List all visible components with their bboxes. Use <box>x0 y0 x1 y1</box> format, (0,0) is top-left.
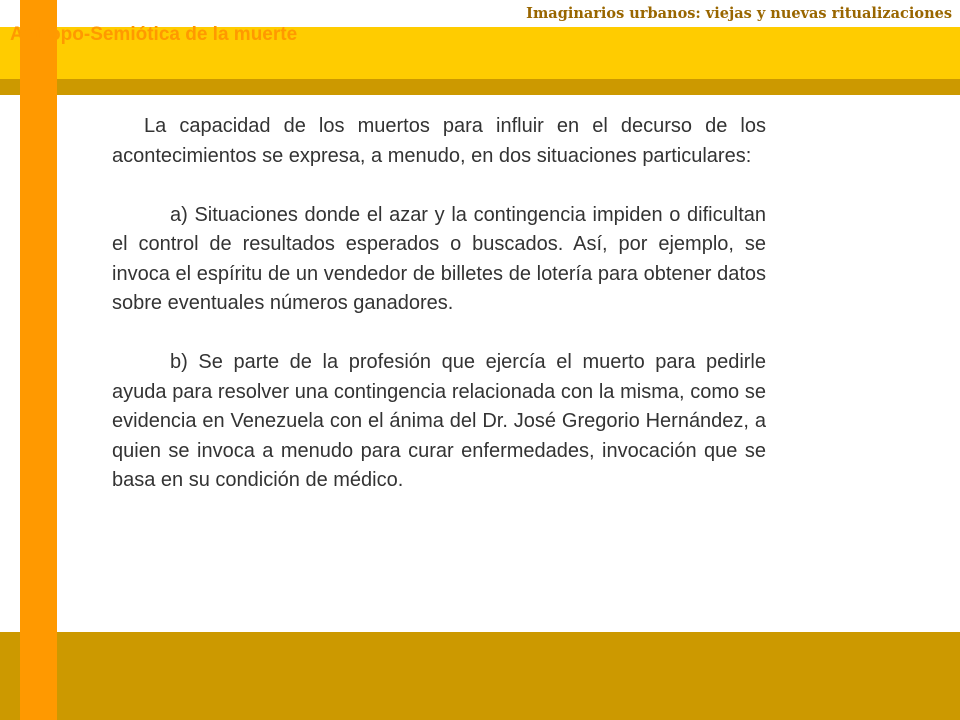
footer-gold-band <box>0 632 960 720</box>
section-title: Antropo-Semiótica de la muerte <box>10 24 298 45</box>
intro-paragraph: La capacidad de los muertos para influir en el decurso de los acontecimientos se expresa, a menudo, en dos situaciones particulares: <box>112 115 766 167</box>
slide-body <box>112 112 766 496</box>
left-orange-stripe <box>20 0 57 720</box>
slide-main-title: Imaginarios urbanos: viejas y nuevas ritualizaciones <box>526 5 952 22</box>
item-b-paragraph: b) Se parte de la profesión que ejercía el muerto para pedirle ayuda para resolver una contingencia relacionada con la misma, como se evidencia en Venezuela con el ánima del Dr. José Gregorio Hernández, a quien se invoca a menudo para curar enfermedades, invocación que se basa en su condición de médico. <box>112 351 766 491</box>
header-gold-band <box>0 79 960 95</box>
item-a-paragraph: a) Situaciones donde el azar y la contingencia impiden o dificultan el control de resultados esperados o buscados. Así, por ejemplo, se invoca el espíritu de un vendedor de billetes de lotería para obtener datos sobre eventuales números ganadores. <box>112 203 766 314</box>
